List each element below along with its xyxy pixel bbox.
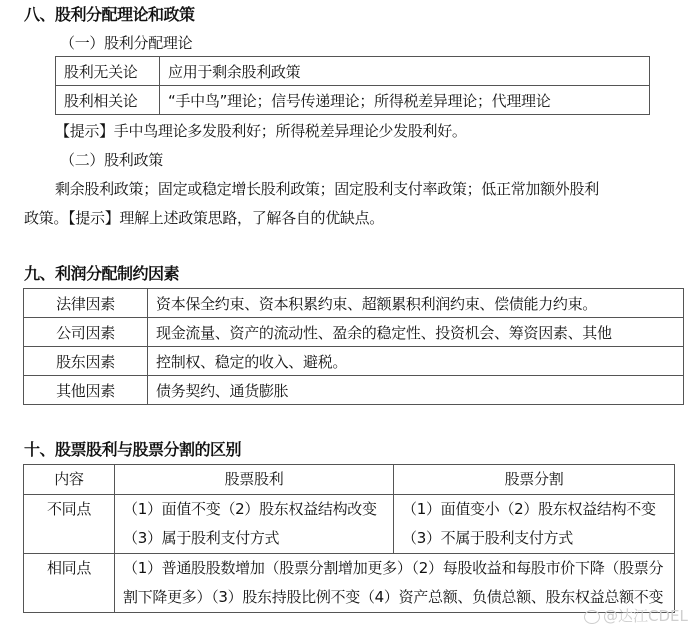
header-stock-split: 股票分割 [394, 465, 675, 495]
weibo-icon [584, 610, 600, 624]
table-header-row [24, 465, 675, 495]
theory-value: “手中鸟”理论；信号传递理论；所得税差异理论；代理理论 [160, 86, 650, 115]
theory-value: 应用于剩余股利政策 [160, 57, 650, 86]
theory-label: 股利无关论 [56, 57, 160, 86]
watermark [584, 605, 688, 626]
factor-value: 控制权、稳定的收入、避税。 [148, 347, 684, 376]
section-9-title: 九、利润分配制约因素 [24, 264, 180, 283]
table-row [24, 495, 675, 554]
factor-value: 现金流量、资产的流动性、盈余的稳定性、投资机会、筹资因素、其他 [148, 318, 684, 347]
table-row [56, 57, 650, 86]
section-8-title: 八、股利分配理论和政策 [24, 5, 195, 24]
same-value: （1）普通股股数增加（股票分割增加更多）（2）每股收益和每股市价下降（股票分割下降更多）（3）股东持股比例不变（4）资产总额、负债总额、股东权益总额不变 [115, 554, 675, 613]
diff-stock-split: （1）面值变小（2）股东权益结构不变（3）不属于股利支付方式 [394, 495, 675, 554]
section-10-title: 十、股票股利与股票分割的区别 [24, 440, 242, 459]
stock-dividend-vs-split-table [23, 464, 675, 613]
factor-label: 其他因素 [24, 376, 148, 405]
section-8-subtitle-2: （二）股利政策 [60, 151, 163, 169]
profit-factors-table [23, 288, 684, 405]
diff-label: 不同点 [24, 495, 115, 554]
table-row [24, 347, 684, 376]
table-row [24, 376, 684, 405]
factor-label: 股东因素 [24, 347, 148, 376]
factor-label: 公司因素 [24, 318, 148, 347]
header-content: 内容 [24, 465, 115, 495]
policy-text-line-2: 政策。【提示】理解上述政策思路，了解各自的优缺点。 [24, 209, 385, 227]
factor-value: 资本保全约束、资本积累约束、超额累积利润约束、偿债能力约束。 [148, 289, 684, 318]
section-8-subtitle-1: （一）股利分配理论 [60, 34, 193, 52]
theory-label: 股利相关论 [56, 86, 160, 115]
table-row [56, 86, 650, 115]
watermark-text: @达江CDEL [603, 607, 688, 625]
table-row [24, 318, 684, 347]
table-row [24, 289, 684, 318]
factor-label: 法律因素 [24, 289, 148, 318]
tip-1: 【提示】手中鸟理论多发股利好；所得税差异理论少发股利好。 [55, 122, 467, 140]
header-stock-dividend: 股票股利 [115, 465, 394, 495]
policy-text-line-1: 剩余股利政策；固定或稳定增长股利政策；固定股利支付率政策；低正常加额外股利 [55, 180, 599, 198]
factor-value: 债务契约、通货膨胀 [148, 376, 684, 405]
table-row [24, 554, 675, 613]
diff-stock-dividend: （1）面值不变（2）股东权益结构改变（3）属于股利支付方式 [115, 495, 394, 554]
same-label: 相同点 [24, 554, 115, 613]
dividend-theory-table [55, 56, 650, 115]
